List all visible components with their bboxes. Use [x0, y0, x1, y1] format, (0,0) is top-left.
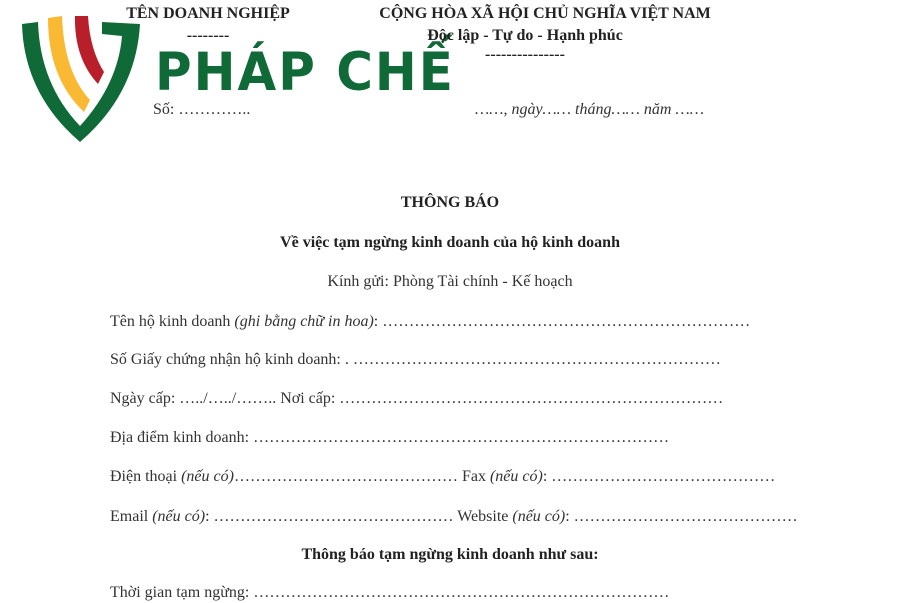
document-subject: Về việc tạm ngừng kinh doanh của hộ kinh doanh [280, 234, 620, 251]
company-name: TÊN DOANH NGHIỆP [126, 5, 290, 22]
field-location: Địa điểm kinh doanh: …………………………………………………………………… [110, 429, 670, 446]
motto: Độc lập - Tự do - Hạnh phúc [427, 27, 623, 44]
field-email-website: Email (nếu có): ……………………………………… Website (nếu có): …………………………………… [110, 508, 798, 525]
document-number: Số: ………….. [153, 101, 251, 118]
recipient: Kính gửi: Phòng Tài chính - Kế hoạch [327, 273, 573, 290]
company-rule: -------- [186, 27, 230, 44]
field-issue: Ngày cấp: …../…../…….. Nơi cấp: ……………………………………………………………… [110, 390, 724, 407]
nation-title: CỘNG HÒA XÃ HỘI CHỦ NGHĨA VIỆT NAM [379, 5, 711, 22]
section-heading: Thông báo tạm ngừng kinh doanh như sau: [301, 546, 599, 563]
shield-logo-icon [18, 14, 143, 144]
field-phone-fax: Điện thoại (nếu có)…………………………………… Fax (nếu có): …………………………………… [110, 468, 776, 485]
document-title: THÔNG BÁO [400, 194, 500, 211]
field-pause-time: Thời gian tạm ngừng: …………………………………………………………………… [110, 584, 670, 601]
field-certificate: Số Giấy chứng nhận hộ kinh doanh: . …………………………………………………………… [110, 351, 721, 368]
motto-rule: --------------- [485, 46, 565, 63]
document-date: ……, ngày…… tháng…… năm …… [475, 101, 704, 118]
brand-name: PHÁP CHẾ [155, 41, 455, 103]
field-business-name: Tên hộ kinh doanh (ghi bằng chữ in hoa): …………………………………………………………… [110, 313, 751, 330]
